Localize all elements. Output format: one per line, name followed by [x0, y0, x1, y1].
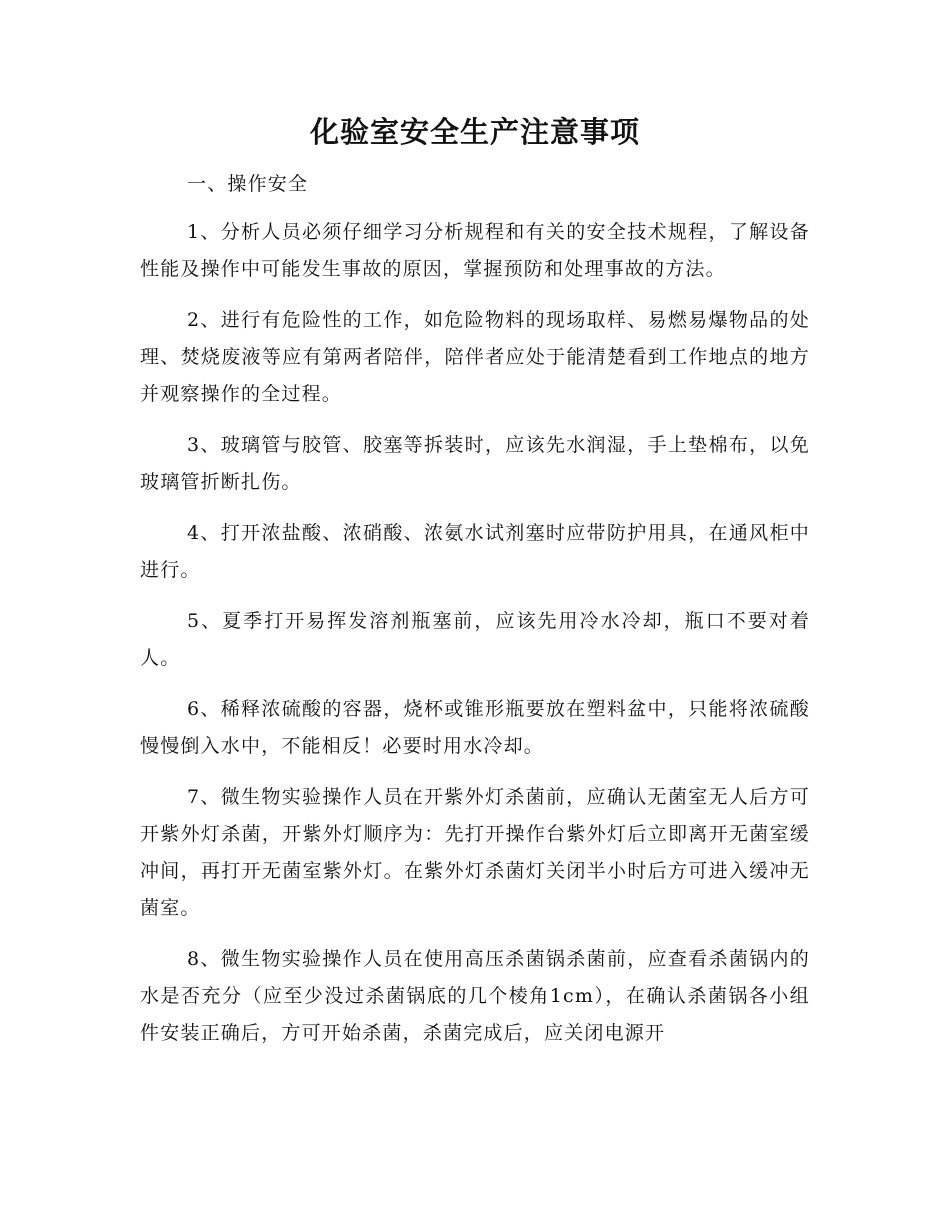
document-body [140, 166, 810, 1066]
paragraph-item-5: 5、夏季打开易挥发溶剂瓶塞前，应该先用冷水冷却，瓶口不要对着人。 [140, 610, 810, 669]
paragraph-item-2: 2、进行有危险性的工作，如危险物料的现场取样、易燃易爆物品的处理、焚烧废液等应有第两者陪伴，陪伴者应处于能清楚看到工作地点的地方并观察操作的全过程。 [140, 309, 810, 405]
paragraph-item-4: 4、打开浓盐酸、浓硝酸、浓氨水试剂塞时应带防护用具，在通风柜中进行。 [140, 522, 810, 581]
paragraph-item-6: 6、稀释浓硫酸的容器，烧杯或锥形瓶要放在塑料盆中，只能将浓硫酸慢慢倒入水中，不能相反！必要时用水冷却。 [140, 698, 810, 757]
paragraph-item-8: 8、微生物实验操作人员在使用高压杀菌锅杀菌前，应查看杀菌锅内的水是否充分（应至少没过杀菌锅底的几个棱角1cm），在确认杀菌锅各小组件安装正确后，方可开始杀菌，杀菌完成后，应关闭电源开 [140, 948, 810, 1044]
paragraph-item-1: 1、分析人员必须仔细学习分析规程和有关的安全技术规程，了解设备性能及操作中可能发生事故的原因，掌握预防和处理事故的方法。 [140, 221, 810, 280]
section-heading-operation-safety: 一、操作安全 [187, 173, 309, 195]
document-title: 化验室安全生产注意事项 [309, 115, 640, 149]
paragraph-item-7: 7、微生物实验操作人员在开紫外灯杀菌前，应确认无菌室无人后方可开紫外灯杀菌，开紫外灯顺序为：先打开操作台紫外灯后立即离开无菌室缓冲间，再打开无菌室紫外灯。在紫外灯杀菌灯关闭半小时后方可进入缓冲无菌室。 [140, 786, 810, 919]
paragraph-item-3: 3、玻璃管与胶管、胶塞等拆装时，应该先水润湿，手上垫棉布，以免玻璃管折断扎伤。 [140, 434, 810, 493]
